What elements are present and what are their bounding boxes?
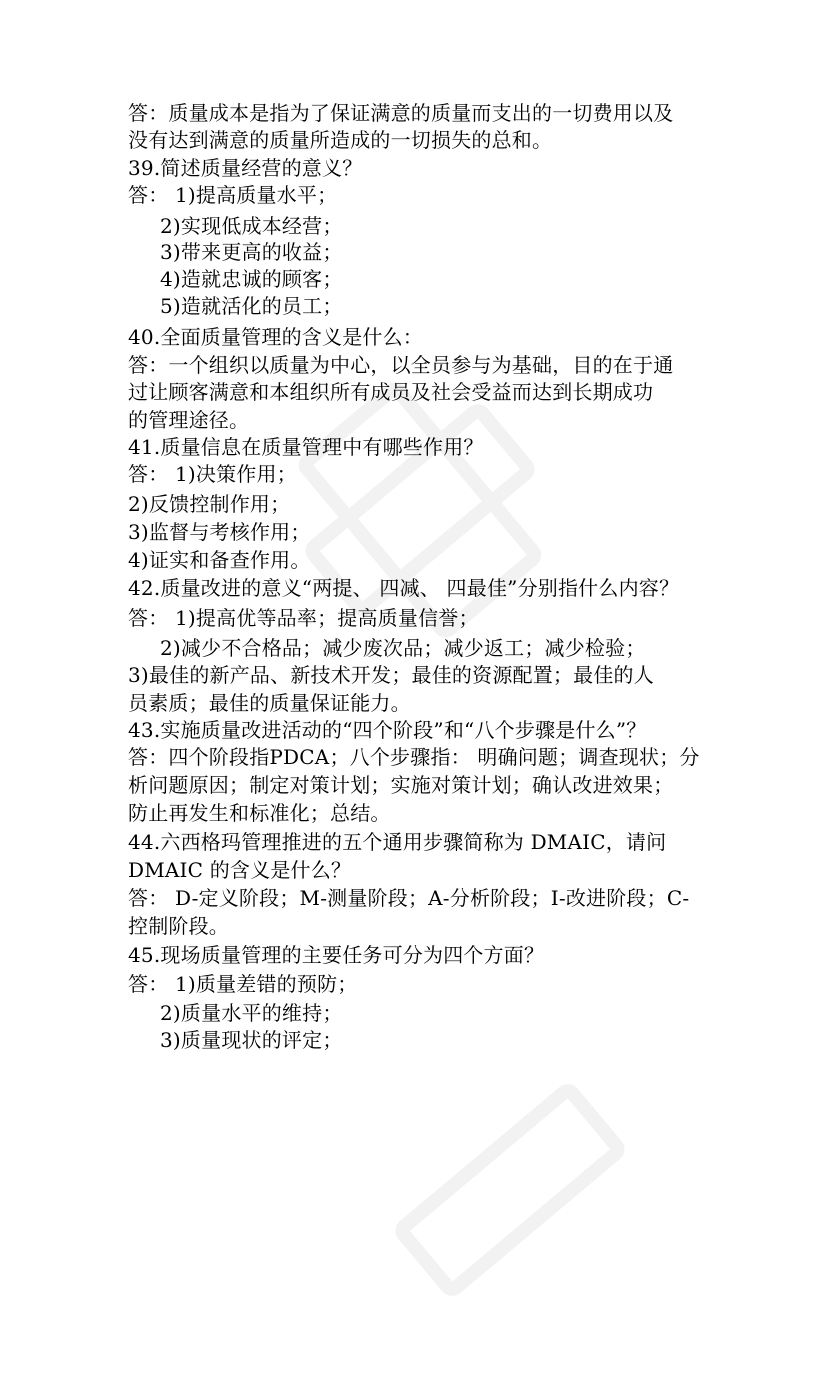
answer-line: 答：一个组织以质量为中心，以全员参与为基础，目的在于通 [128, 353, 674, 377]
text-line: 答：质量成本是指为了保证满意的质量而支出的一切费用以及 [128, 101, 674, 125]
answer-line: 答：四个阶段指PDCA；八个步骤指： 明确问题；调查现状；分 [128, 745, 700, 769]
question-heading: 40.全面质量管理的含义是什么： [128, 325, 424, 349]
answer-line: 答： 1)决策作用； [128, 462, 297, 486]
list-item: 3)最佳的新产品、新技术开发；最佳的资源配置；最佳的人 [128, 663, 654, 687]
question-heading: 42.质量改进的意义“两提、 四减、 四最佳”分别指什么内容？ [128, 576, 680, 600]
list-item: 2)反馈控制作用； [128, 492, 291, 516]
answer-line: 答： 1)提高优等品率；提高质量信誉； [128, 606, 479, 630]
list-item: 2)减少不合格品；减少废次品；减少返工；减少检验； [160, 636, 646, 660]
list-item: 5)造就活化的员工； [160, 294, 343, 318]
question-heading: 45.现场质量管理的主要任务可分为四个方面？ [128, 943, 545, 967]
list-item: 2)实现低成本经营； [160, 214, 343, 238]
answer-line: 答： 1)提高质量水平； [128, 183, 338, 207]
text-line: 控制阶段。 [128, 914, 229, 938]
answer-line: 答： 1)质量差错的预防； [128, 972, 358, 996]
text-line: 过让顾客满意和本组织所有成员及社会受益而达到长期成功 [128, 380, 654, 404]
text-line: 防止再发生和标准化；总结。 [128, 801, 391, 825]
list-item: 2)质量水平的维持； [160, 1001, 343, 1025]
text-line: 析问题原因；制定对策计划；实施对策计划；确认改进效果； [128, 773, 674, 797]
text-line: 员素质；最佳的质量保证能力。 [128, 691, 411, 715]
text-line: 没有达到满意的质量所造成的一切损失的总和。 [128, 128, 553, 152]
text-line: DMAIC 的含义是什么？ [128, 858, 352, 882]
question-heading: 41.质量信息在质量管理中有哪些作用？ [128, 435, 484, 459]
question-heading: 43.实施质量改进活动的“四个阶段”和“八个步骤是什么”？ [128, 718, 647, 742]
list-item: 3)带来更高的收益； [160, 240, 343, 264]
question-heading: 39.简述质量经营的意义？ [128, 156, 363, 180]
list-item: 4)证实和备查作用。 [128, 548, 311, 572]
answer-line: 答： D-定义阶段；M-测量阶段；A-分析阶段；I-改进阶段；C- [128, 886, 690, 910]
list-item: 3)监督与考核作用； [128, 520, 311, 544]
list-item: 3)质量现状的评定； [160, 1028, 343, 1052]
watermark-icon [327, 1007, 693, 1373]
text-line: 的管理途径。 [128, 408, 250, 432]
question-heading: 44.六西格玛管理推进的五个通用步骤简称为 DMAIC，请问 [128, 830, 667, 854]
list-item: 4)造就忠诚的顾客； [160, 267, 343, 291]
